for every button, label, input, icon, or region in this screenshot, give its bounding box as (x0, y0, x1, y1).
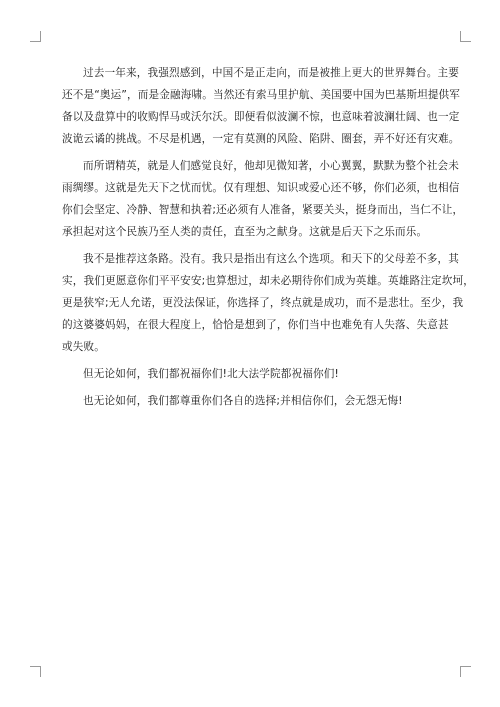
text-line: 但无论如何，我们都祝福你们!北大法学院都祝福你们! (83, 368, 339, 380)
text-line: 波诡云谲的挑战。不尽是机遇，一定有莫测的风险、陷阱、圈套，弄不好还有灾难。 (62, 133, 460, 145)
text-line: 雨绸缪。这就是先天下之忧而忧。仅有理想、知识或爱心还不够，你们必须，也相信 (62, 182, 460, 194)
document-body (62, 62, 474, 417)
text-line: 承担起对这个民族乃至人类的责任，直至为之献身。这就是后天下之乐而乐。 (62, 226, 428, 238)
crop-mark-bottom-left (30, 666, 41, 677)
text-line: 的这婆婆妈妈，在很大程度上，恰恰是想到了，你们当中也难免有人失落、失意甚 (62, 319, 449, 331)
crop-mark-bottom-right (460, 666, 471, 677)
text-line: 或失败。 (62, 341, 105, 353)
paragraph-2 (62, 155, 464, 243)
text-line: 实，我们更愿意你们平平安安;也算想过，却未必期待你们成为英雄。英雄路注定坎坷， (62, 275, 474, 287)
text-line: 备以及盘算中的收购悍马或沃尔沃。即便看似波澜不惊，也意味着波澜壮阔、也一定 (62, 111, 460, 123)
paragraph-1 (62, 62, 461, 150)
text-line: 而所谓精英，就是人们感觉良好，他却见微知著，小心翼翼，默默为整个社会未 (83, 160, 460, 172)
text-line: 你们会坚定、冷静、智慧和执着;还必须有人准备，紧要关头，挺身而出，当仁不让， (62, 204, 464, 216)
text-line: 也无论如何，我们都尊重你们各自的选择;并相信你们，会无怨无悔! (83, 395, 403, 407)
paragraph-5 (62, 390, 440, 412)
text-line: 过去一年来，我强烈感到，中国不是正走向，而是被推上更大的世界舞台。主要 (83, 67, 460, 79)
paragraph-3 (62, 248, 474, 358)
crop-mark-top-right (460, 31, 471, 42)
crop-mark-top-left (30, 31, 41, 42)
paragraph-4 (62, 363, 440, 385)
text-line: 更是狭窄;无人允诺，更没法保证，你选择了，终点就是成功，而不是悲壮。至少，我 (62, 297, 464, 309)
text-line: 还不是“奥运”，而是金融海啸。当然还有索马里护航、美国要中国为巴基斯坦提供军 (62, 89, 461, 101)
text-line: 我不是推荐这条路。没有。我只是指出有这么个选项。和天下的父母差不多，其 (83, 253, 460, 265)
